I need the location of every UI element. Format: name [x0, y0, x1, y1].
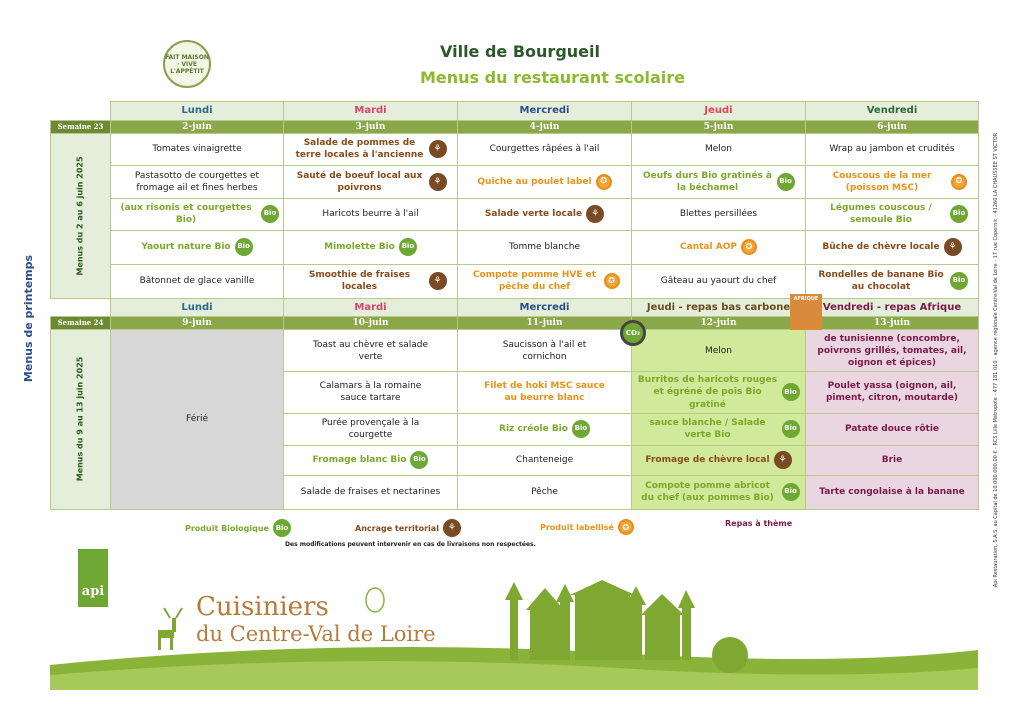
- bio-icon: Bio: [261, 205, 279, 223]
- menu-cell: Haricots beurre à l'ail: [284, 198, 458, 230]
- day-header: Lundi: [111, 102, 284, 121]
- menu-cell: Yaourt nature Bio Bio: [111, 230, 284, 264]
- bio-icon: Bio: [782, 383, 800, 401]
- week-range: Menus du 9 au 13 juin 2025: [51, 330, 111, 509]
- week-label: Semaine 23: [51, 120, 111, 133]
- bio-icon: Bio: [782, 483, 800, 501]
- territorial-icon: ⚘: [774, 451, 792, 469]
- date-cell: 12-juin: [632, 317, 806, 330]
- menu-cell: Tarte congolaise à la banane: [806, 475, 979, 509]
- menu-cell: Salade de fraises et nectarines: [284, 475, 458, 509]
- menu-cell: Riz créole Bio Bio: [458, 413, 632, 445]
- legend-label: Produit labellisé ✪: [540, 519, 634, 535]
- menu-cell: Courgettes râpées à l'ail: [458, 133, 632, 165]
- date-cell: 5-juin: [632, 120, 806, 133]
- menu-table: [50, 101, 979, 510]
- menu-cell: Cantal AOP ✪: [632, 230, 806, 264]
- date-cell: 13-juin: [806, 317, 979, 330]
- menu-cell: Fromage blanc Bio Bio: [284, 445, 458, 475]
- bio-icon: Bio: [950, 205, 968, 223]
- disclaimer: Des modifications peuvent intervenir en cas de livraisons non respectées.: [285, 541, 536, 548]
- bio-icon: Bio: [399, 238, 417, 256]
- label-icon: ✪: [604, 273, 620, 289]
- menu-cell: Couscous de la mer (poisson MSC) ✪: [806, 165, 979, 198]
- menu-cell: Wrap au jambon et crudités: [806, 133, 979, 165]
- date-cell: 2-juin: [111, 120, 284, 133]
- menu-cell: Salade verte locale ⚘: [458, 198, 632, 230]
- menu-cell: Fromage de chèvre local ⚘: [632, 445, 806, 475]
- date-cell: 11-juin: [458, 317, 632, 330]
- menu-cell: Patate douce rôtie: [806, 413, 979, 445]
- fait-maison-seal: FAIT MAISON · VIVE L'APPÉTIT: [163, 40, 211, 88]
- menu-cell: de tunisienne (concombre, poivrons grillés, tomates, ail, oignon et épices): [806, 330, 979, 372]
- day-header: Mercredi: [458, 102, 632, 121]
- bio-icon: Bio: [273, 519, 291, 537]
- week-label: Semaine 24: [51, 317, 111, 330]
- day-header: Jeudi - repas bas carbone: [632, 298, 806, 317]
- menu-cell: Calamars à la romaine sauce tartare: [284, 372, 458, 413]
- menu-cell: Tomme blanche: [458, 230, 632, 264]
- brand-title: Cuisiniers: [196, 592, 329, 622]
- territorial-icon: ⚘: [443, 519, 461, 537]
- bio-icon: Bio: [235, 238, 253, 256]
- menu-cell: Mimolette Bio Bio: [284, 230, 458, 264]
- season-label: Menus de printemps: [22, 254, 36, 382]
- menu-cell: Melon: [632, 330, 806, 372]
- territorial-icon: ⚘: [429, 272, 447, 290]
- menu-cell: Légumes couscous / semoule Bio Bio: [806, 198, 979, 230]
- date-cell: 4-juin: [458, 120, 632, 133]
- menu-cell: Salade de pommes de terre locales à l'ancienne ⚘: [284, 133, 458, 165]
- menu-cell: sauce blanche / Salade verte Bio Bio: [632, 413, 806, 445]
- afrique-badge: AFRIQUE: [790, 294, 822, 330]
- day-header: Mardi: [284, 298, 458, 317]
- day-header: Mercredi: [458, 298, 632, 317]
- menu-cell: Filet de hoki MSC sauce au beurre blanc: [458, 372, 632, 413]
- menu-cell: Quiche au poulet label ✪: [458, 165, 632, 198]
- menu-cell: Burritos de haricots rouges et égréné de pois Bio gratiné Bio: [632, 372, 806, 413]
- bio-icon: Bio: [572, 420, 590, 438]
- menu-cell: Bûche de chèvre locale ⚘: [806, 230, 979, 264]
- bio-icon: Bio: [782, 420, 800, 438]
- menu-cell: Melon: [632, 133, 806, 165]
- menu-cell: Pastasotto de courgettes et fromage ail et fines herbes: [111, 165, 284, 198]
- bio-icon: Bio: [950, 272, 968, 290]
- menu-cell: Saucisson à l'ail et cornichon: [458, 330, 632, 372]
- menu-cell: Compote pomme abricot du chef (aux pommes Bio) Bio: [632, 475, 806, 509]
- day-header: Jeudi: [632, 102, 806, 121]
- low-carbon-icon: CO₂: [620, 320, 646, 346]
- week-range: Menus du 2 au 6 juin 2025: [51, 133, 111, 298]
- page-subtitle: Menus du restaurant scolaire: [420, 68, 685, 87]
- menu-cell: (aux risonis et courgettes Bio) Bio: [111, 198, 284, 230]
- date-cell: 10-juin: [284, 317, 458, 330]
- legal-mention: Api Restauration, S.A.S. au Capital de 10.000.000,00 € - RCS Lille Métropole - 477 181 010 - agence régionale Centre-Val de Loire - 17 rue Copernic - 41260 LA CHAUSSEE ST VICTOR: [993, 132, 999, 588]
- menu-cell: Blettes persillées: [632, 198, 806, 230]
- label-icon: ✪: [741, 239, 757, 255]
- date-cell: 6-juin: [806, 120, 979, 133]
- api-logo: api: [78, 549, 108, 607]
- date-cell: 3-juin: [284, 120, 458, 133]
- menu-cell: Bâtonnet de glace vanille: [111, 264, 284, 298]
- label-icon: ✪: [951, 174, 967, 190]
- menu-cell: Compote pomme HVE et pêche du chef ✪: [458, 264, 632, 298]
- menu-cell: Brie: [806, 445, 979, 475]
- brand-subtitle: du Centre-Val de Loire: [196, 622, 436, 646]
- territorial-icon: ⚘: [429, 140, 447, 158]
- menu-cell: Purée provençale à la courgette: [284, 413, 458, 445]
- day-header: Mardi: [284, 102, 458, 121]
- menu-cell: Poulet yassa (oignon, ail, piment, citron, moutarde): [806, 372, 979, 413]
- legend-territorial: Ancrage territorial ⚘: [355, 519, 461, 537]
- menu-cell: Smoothie de fraises locales ⚘: [284, 264, 458, 298]
- menu-cell: Tomates vinaigrette: [111, 133, 284, 165]
- day-header: Lundi: [111, 298, 284, 317]
- legend-bio: Produit Biologique Bio: [185, 519, 291, 537]
- bio-icon: Bio: [777, 173, 795, 191]
- label-icon: ✪: [618, 519, 634, 535]
- menu-cell: Sauté de boeuf local aux poivrons ⚘: [284, 165, 458, 198]
- menu-cell: Toast au chèvre et salade verte: [284, 330, 458, 372]
- menu-cell: Chanteneige: [458, 445, 632, 475]
- territorial-icon: ⚘: [944, 238, 962, 256]
- date-cell: 9-juin: [111, 317, 284, 330]
- menu-cell: Oeufs durs Bio gratinés à la béchamel Bio: [632, 165, 806, 198]
- page-title: Ville de Bourgueil: [440, 42, 600, 61]
- bio-icon: Bio: [410, 451, 428, 469]
- menu-cell: Pêche: [458, 475, 632, 509]
- territorial-icon: ⚘: [429, 173, 447, 191]
- day-header: Vendredi - repas Afrique: [806, 298, 979, 317]
- label-icon: ✪: [596, 174, 612, 190]
- menu-cell: Gâteau au yaourt du chef: [632, 264, 806, 298]
- landscape-illustration: [50, 580, 978, 690]
- legend-theme: Repas à thème: [725, 519, 793, 528]
- menu-cell: Rondelles de banane Bio au chocolat Bio: [806, 264, 979, 298]
- holiday-cell: Férié: [111, 330, 284, 509]
- day-header: Vendredi: [806, 102, 979, 121]
- territorial-icon: ⚘: [586, 205, 604, 223]
